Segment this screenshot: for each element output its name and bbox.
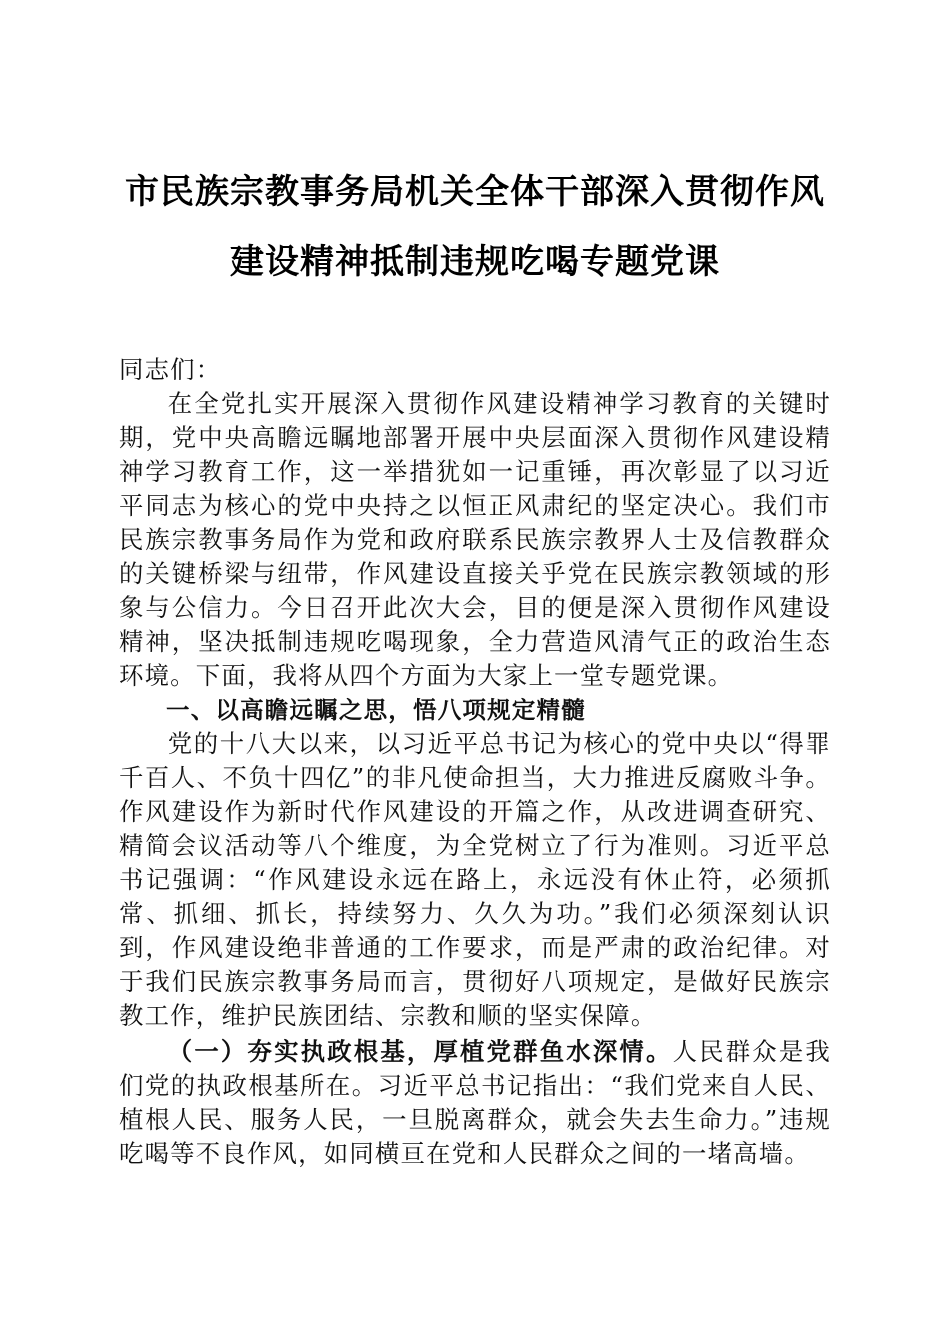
document-title-line-2: 建设精神抵制违规吃喝专题党课	[230, 242, 720, 282]
section-heading-1: 一、以高瞻远瞩之思，悟八项规定精髓	[166, 696, 586, 724]
subsection-1-paragraph	[119, 1035, 831, 1171]
subsection-1-text: 人民群众是我们党的执政根基所在。习近平总书记指出：“我们党来自人民、植根人民、服务人民，一旦脱离群众，就会失去生命力。”违规吃喝等不良作风，如同横亘在党和人民群众之间的一堵高墙。	[119, 1037, 831, 1168]
subsection-heading-1: （一）夯实执政根基，厚植党群鱼水深情。	[167, 1037, 673, 1066]
document-title-line-1: 市民族宗教事务局机关全体干部深入贯彻作风	[125, 172, 825, 212]
document-body	[119, 353, 831, 1171]
section-1-paragraph: 党的十八大以来，以习近平总书记为核心的党中央以“得罪千百人、不负十四亿”的非凡使命担当，大力推进反腐败斗争。作风建设作为新时代作风建设的开篇之作，从改进调查研究、精简会议活动等八个维度，为全党树立了行为准则。习近平总书记强调：“作风建设永远在路上，永远没有休止符，必须抓常、抓细、抓长，持续努力、久久为功。”我们必须深刻认识到，作风建设绝非普通的工作要求，而是严肃的政治纪律。对于我们民族宗教事务局而言，贯彻好八项规定，是做好民族宗教工作，维护民族团结、宗教和顺的坚实保障。	[119, 729, 831, 1030]
intro-paragraph: 在全党扎实开展深入贯彻作风建设精神学习教育的关键时期，党中央高瞻远瞩地部署开展中央层面深入贯彻作风建设精神学习教育工作，这一举措犹如一记重锤，再次彰显了以习近平同志为核心的党中央持之以恒正风肃纪的坚定决心。我们市民族宗教事务局作为党和政府联系民族宗教界人士及信教群众的关键桥梁与纽带，作风建设直接关乎党在民族宗教领域的形象与公信力。今日召开此次大会，目的便是深入贯彻作风建设精神，坚决抵制违规吃喝现象，全力营造风清气正的政治生态环境。下面，我将从四个方面为大家上一堂专题党课。	[119, 389, 831, 690]
salutation: 同志们：	[119, 355, 222, 384]
